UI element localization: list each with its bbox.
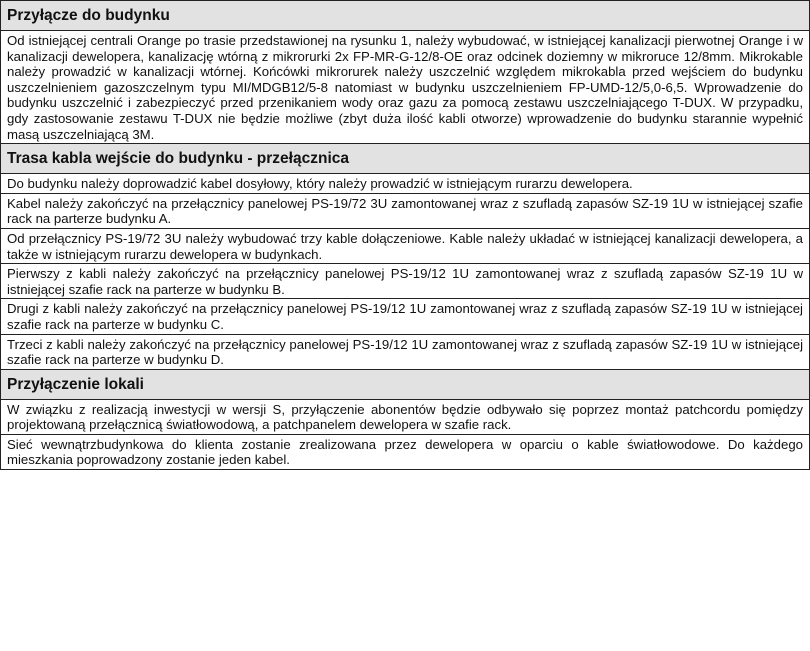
paragraph: Drugi z kabli należy zakończyć na przełącznicy panelowej PS-19/12 1U zamontowanej wraz z szufladą zapasów SZ-19 1U w istniejącej szafie rack na parterze w budynku C. — [1, 298, 809, 333]
paragraph: Od przełącznicy PS-19/72 3U należy wybudować trzy kable dołączeniowe. Kable należy układać w istniejącej kanalizacji dewelopera, a także w istniejącym rurarzu dewelopera w budynkach. — [1, 228, 809, 263]
section-body-przylacze — [0, 31, 810, 144]
section-title-trasa-kabla: Trasa kabla wejście do budynku - przełącznica — [0, 144, 810, 174]
section-body-przylaczenie-lokali — [0, 400, 810, 470]
section-title-przylacze: Przyłącze do budynku — [0, 1, 810, 31]
paragraph: Pierwszy z kabli należy zakończyć na przełącznicy panelowej PS-19/12 1U zamontowanej wraz z szufladą zapasów SZ-19 1U w istniejącej szafie rack na parterze w budynku B. — [1, 263, 809, 298]
section-body-trasa-kabla — [0, 174, 810, 370]
paragraph: Od istniejącej centrali Orange po trasie przedstawionej na rysunku 1, należy wybudować, w istniejącej kanalizacji pierwotnej Orange i w kanalizacji dewelopera, kanalizację wtórną z mikrorurki 2x FP-MR-G-12/8-OE oraz odcinek doziemny w mikroruce 12/8mm. Mikrokable należy prowadzić w kanalizacji wtórnej. Końcówki mikrorurek należy uszczelnić względem mikrokabla przed wejściem do budynku uszczelnieniem gazoszczelnym typu MI/MDGB12/5-8 natomiast w budynku uszczelnieniem FP-UMD-12/5,0-6,5. Wprowadzenie do budynku uszczelnić i zabezpieczyć przed przenikaniem wody oraz gazu za pomocą zestawu uszczelniającego T-DUX. W przypadku, gdy zastosowanie zestawu T-DUX nie będzie możliwe (zbyt duża ilość kabli otworze) wprowadzenie do budynku starannie wypełnić masą uszczelniającą 3M. — [7, 33, 803, 142]
paragraph: Kabel należy zakończyć na przełącznicy panelowej PS-19/72 3U zamontowanej wraz z szufladą zapasów SZ-19 1U w istniejącej szafie rack na parterze budynku A. — [1, 193, 809, 228]
paragraph: Trzeci z kabli należy zakończyć na przełącznicy panelowej PS-19/12 1U zamontowanej wraz z szufladą zapasów SZ-19 1U w istniejącej szafie rack na parterze w budynku D. — [1, 334, 809, 369]
paragraph: Do budynku należy doprowadzić kabel dosyłowy, który należy prowadzić w istniejącym rurarzu dewelopera. — [7, 176, 633, 192]
section-title-przylaczenie-lokali: Przyłączenie lokali — [0, 370, 810, 400]
paragraph: W związku z realizacją inwestycji w wersji S, przyłączenie abonentów będzie odbywało się poprzez montaż patchcordu pomiędzy projektowaną przełącznicą światłowodową, a patchpanelem dewelopera w szafie rack. — [7, 401, 803, 433]
paragraph: Sieć wewnątrzbudynkowa do klienta zostanie zrealizowana przez dewelopera w oparciu o kable światłowodowe. Do każdego mieszkania poprowadzony zostanie jeden kabel. — [1, 434, 809, 469]
